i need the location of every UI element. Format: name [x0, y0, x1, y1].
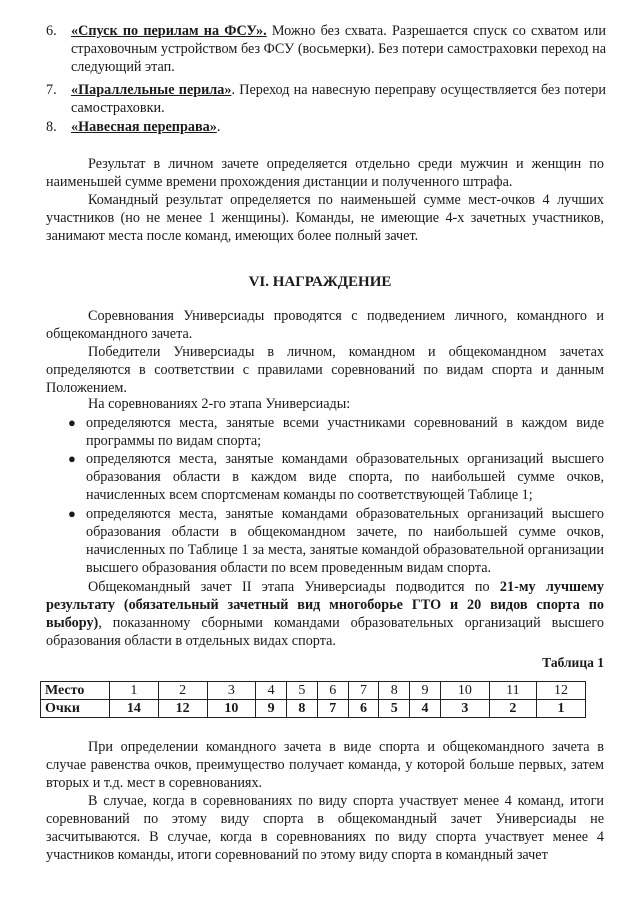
table-cell: 5 — [379, 700, 410, 718]
table-cell: 2 — [158, 682, 207, 700]
table-cell: 6 — [317, 682, 348, 700]
table-cell: 10 — [207, 700, 256, 718]
table-cell: 7 — [348, 682, 379, 700]
table-cell: 9 — [410, 682, 441, 700]
table-cell: 1 — [110, 682, 159, 700]
paragraph-overall-bold: 21-му лучшему результату (обязательный зачетный вид многоборье ГТО и 20 видов спорта по выбору) — [46, 579, 604, 631]
table-caption: Таблица 1 — [542, 655, 604, 670]
points-table — [40, 681, 586, 718]
paragraph-personal-result: Результат в личном зачете определяется отдельно среди мужчин и женщин по наименьшей сумме времени прохождения дистанции и полученного штрафа. — [46, 156, 604, 190]
table-cell: 12 — [158, 700, 207, 718]
paragraph-overall-post: , показанному сборными командами образовательных организаций высшего образования области в отдельных видах спорта. — [46, 615, 604, 649]
list-item-8 — [46, 118, 606, 136]
bullet-item — [66, 450, 604, 504]
row-label-place: Место — [41, 682, 110, 700]
table-cell: 8 — [379, 682, 410, 700]
bullet-text: определяются места, занятые командами образовательных организаций высшего образования области в общекомандном зачете, по наибольшей сумме очков, начисленных по Таблице 1 за места, занятые командой образовательной организации высшего образования области по всем проведенным видам спорта. — [86, 506, 604, 576]
row-label-points: Очки — [41, 700, 110, 718]
table-row — [41, 700, 586, 718]
paragraph-overall-standing — [46, 578, 604, 650]
bullet-item — [66, 414, 604, 450]
list-item-text: . — [216, 119, 221, 135]
table-cell: 8 — [287, 700, 318, 718]
paragraph-overall-pre: Общекомандный зачет II этапа Универсиады подводится по — [88, 579, 500, 595]
paragraph-stage2: На соревнованиях 2-го этапа Универсиады: — [88, 396, 351, 412]
paragraph-fewer-teams: В случае, когда в соревнованиях по виду спорта участвует менее 4 команд, итоги соревнований по этому виду спорта в общекомандный зачет Универсиады не засчитываются. В случае, когда в соревнованиях по виду спорта участвует менее 4 участников команды, итоги соревнований по этому виду спорта в командный зачет — [46, 793, 604, 863]
paragraph-awards-1: Соревнования Универсиады проводятся с подведением личного, командного и общекомандного зачета. — [46, 308, 604, 342]
table-cell: 11 — [489, 682, 536, 700]
list-item-text: . Переход на навесную переправу осуществляется без потери самостраховки. — [71, 82, 606, 116]
list-item-title: «Параллельные перила» — [71, 82, 232, 98]
bullet-icon: ● — [68, 415, 76, 430]
table-cell: 6 — [348, 700, 379, 718]
list-item-title: «Навесная переправа» — [71, 119, 217, 135]
paragraph-awards-2: Победители Универсиады в личном, командном и общекомандном зачетах определяются в соответствии с правилами соревнований по видам спорта и данным Положением. — [46, 344, 604, 396]
table-cell: 12 — [537, 682, 586, 700]
table-cell: 3 — [440, 700, 489, 718]
table-cell: 7 — [317, 700, 348, 718]
table-row — [41, 682, 586, 700]
section-heading: VI. НАГРАЖДЕНИЕ — [248, 274, 392, 290]
paragraph-team-result: Командный результат определяется по наименьшей сумме мест-очков 4 лучших участников (но не менее 1 женщины). Команды, не имеющие 4-х зачетных участников, занимают места после команд, имеющих более полный зачет. — [46, 192, 604, 244]
bullet-icon: ● — [68, 506, 76, 521]
table-cell: 1 — [537, 700, 586, 718]
table-cell: 3 — [207, 682, 256, 700]
list-item-7 — [46, 81, 606, 117]
paragraph-tie-break: При определении командного зачета в виде спорта и общекомандного зачета в случае равенства очков, преимущество получает команда, у которой больше первых, затем вторых и т.д. мест в соревнованиях. — [46, 739, 604, 791]
list-item-6 — [46, 22, 606, 76]
table-cell: 4 — [256, 682, 287, 700]
table-cell: 9 — [256, 700, 287, 718]
bullet-item — [66, 505, 604, 577]
list-item-title: «Спуск по перилам на ФСУ». — [71, 23, 267, 39]
table-cell: 14 — [110, 700, 159, 718]
bullet-icon: ● — [68, 451, 76, 466]
table-cell: 10 — [440, 682, 489, 700]
table-cell: 5 — [287, 682, 318, 700]
table-cell: 2 — [489, 700, 536, 718]
bullet-text: определяются места, занятые всеми участниками соревнований в каждом виде программы по видам спорта; — [86, 415, 604, 449]
table-cell: 4 — [410, 700, 441, 718]
list-number: 7. — [46, 82, 57, 98]
bullet-text: определяются места, занятые командами образовательных организаций высшего образования области в каждом виде спорта, по наибольшей сумме очков, начисленных всем спортсменам команды по соответствующей Таблице 1; — [86, 451, 604, 503]
list-item-text: Можно без схвата. Разрешается спуск со схватом или страховочным устройством без ФСУ (восьмерки). Без потери самостраховки переход на следующий этап. — [71, 23, 606, 75]
list-number: 6. — [46, 23, 57, 39]
list-number: 8. — [46, 119, 57, 135]
